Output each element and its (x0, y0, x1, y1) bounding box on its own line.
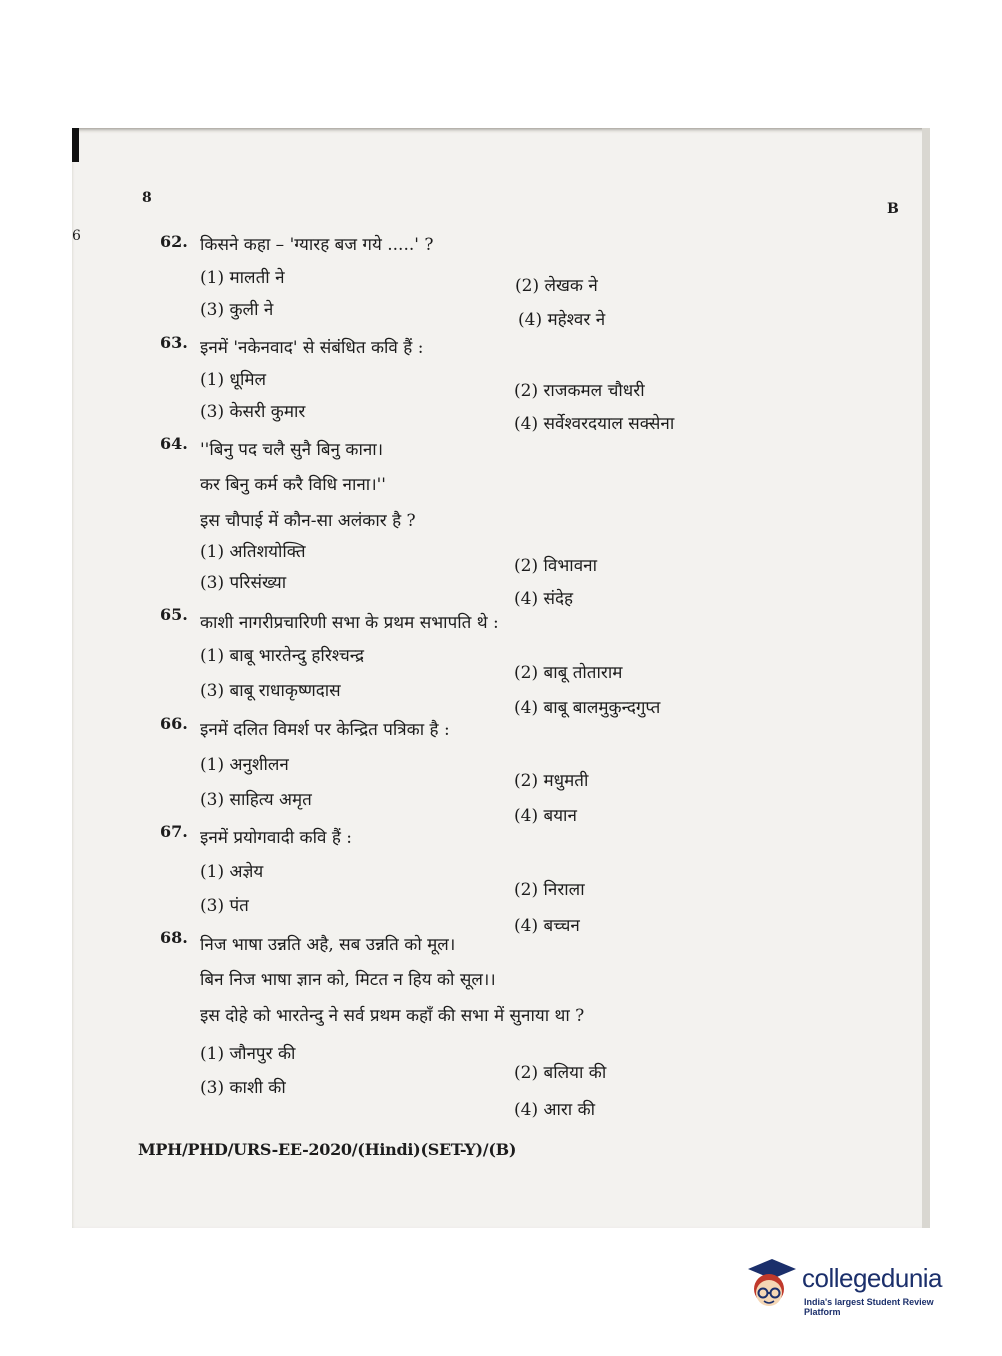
option-1: (1) अतिशयोक्ति (200, 542, 306, 562)
question-number: 66. (160, 714, 188, 733)
question-text-line-2: कर बिनु कर्म करै विधि नाना।'' (200, 475, 386, 495)
question-text-line-2: बिन निज भाषा ज्ञान को, मिटत न हिय को सूल।। (200, 970, 496, 990)
question-text: किसने कहा – 'ग्यारह बज गये .....' ? (200, 235, 434, 255)
brand-name: collegedunia (802, 1263, 943, 1293)
question-text-line-1: निज भाषा उन्नति अहै, सब उन्नति को मूल। (200, 935, 456, 955)
option-3: (3) साहित्य अमृत (200, 790, 312, 810)
option-1: (1) धूमिल (200, 370, 267, 390)
question-text-line-3: इस दोहे को भारतेन्दु ने सर्व प्रथम कहाँ की सभा में सुनाया था ? (200, 1006, 585, 1026)
option-3: (3) कुली ने (200, 300, 274, 320)
binding-mark (72, 128, 79, 162)
option-3: (3) परिसंख्या (200, 573, 287, 593)
option-4: (4) आरा की (514, 1100, 596, 1120)
option-4: (4) बच्चन (514, 916, 580, 936)
option-3: (3) पंत (200, 896, 249, 916)
option-2: (2) बलिया की (514, 1063, 607, 1083)
question-number: 62. (160, 232, 188, 251)
question-text: इनमें दलित विमर्श पर केन्द्रित पत्रिका है : (200, 720, 450, 740)
option-1: (1) अनुशीलन (200, 755, 289, 775)
option-3: (3) काशी की (200, 1078, 286, 1098)
brand-tagline: India's largest Student Review Platform (804, 1297, 934, 1317)
question-text: काशी नागरीप्रचारिणी सभा के प्रथम सभापति थे : (200, 613, 499, 633)
mascot-icon (742, 1255, 800, 1317)
question-text: इनमें 'नकेनवाद' से संबंधित कवि हैं : (200, 338, 424, 358)
option-4: (4) सर्वेश्वरदयाल सक्सेना (514, 414, 675, 434)
page-edge-shadow (922, 128, 930, 1228)
question-text: इनमें प्रयोगवादी कवि हैं : (200, 828, 353, 848)
margin-number: 6 (72, 228, 81, 244)
option-2: (2) बाबू तोताराम (514, 663, 623, 683)
question-number: 68. (160, 928, 188, 947)
question-number: 65. (160, 605, 188, 624)
question-number: 67. (160, 822, 188, 841)
option-2: (2) निराला (514, 880, 585, 900)
option-2: (2) लेखक ने (515, 276, 598, 296)
collegedunia-watermark (742, 1255, 972, 1325)
option-3: (3) केसरी कुमार (200, 402, 306, 422)
option-1: (1) बाबू भारतेन्दु हरिश्चन्द्र (200, 646, 365, 666)
paper-code-footer: MPH/PHD/URS-EE-2020/(Hindi)(SET-Y)/(B) (138, 1140, 517, 1159)
option-2: (2) विभावना (514, 556, 597, 576)
option-1: (1) जौनपुर की (200, 1044, 296, 1064)
question-number: 64. (160, 434, 188, 453)
option-2: (2) राजकमल चौधरी (514, 381, 645, 401)
option-1: (1) अज्ञेय (200, 862, 264, 882)
option-4: (4) संदेह (514, 589, 574, 609)
option-4: (4) महेश्वर ने (518, 310, 606, 330)
option-4: (4) बयान (514, 806, 577, 826)
option-3: (3) बाबू राधाकृष्णदास (200, 681, 341, 701)
page-number: 8 (142, 190, 152, 206)
question-text-line-3: इस चौपाई में कौन-सा अलंकार है ? (200, 511, 416, 531)
option-4: (4) बाबू बालमुकुन्दगुप्त (514, 698, 661, 718)
option-1: (1) मालती ने (200, 268, 285, 288)
question-text-line-1: ''बिनु पद चलै सुनै बिनु काना। (200, 440, 384, 460)
question-number: 63. (160, 333, 188, 352)
option-2: (2) मधुमती (514, 771, 589, 791)
set-letter: B (887, 201, 899, 217)
